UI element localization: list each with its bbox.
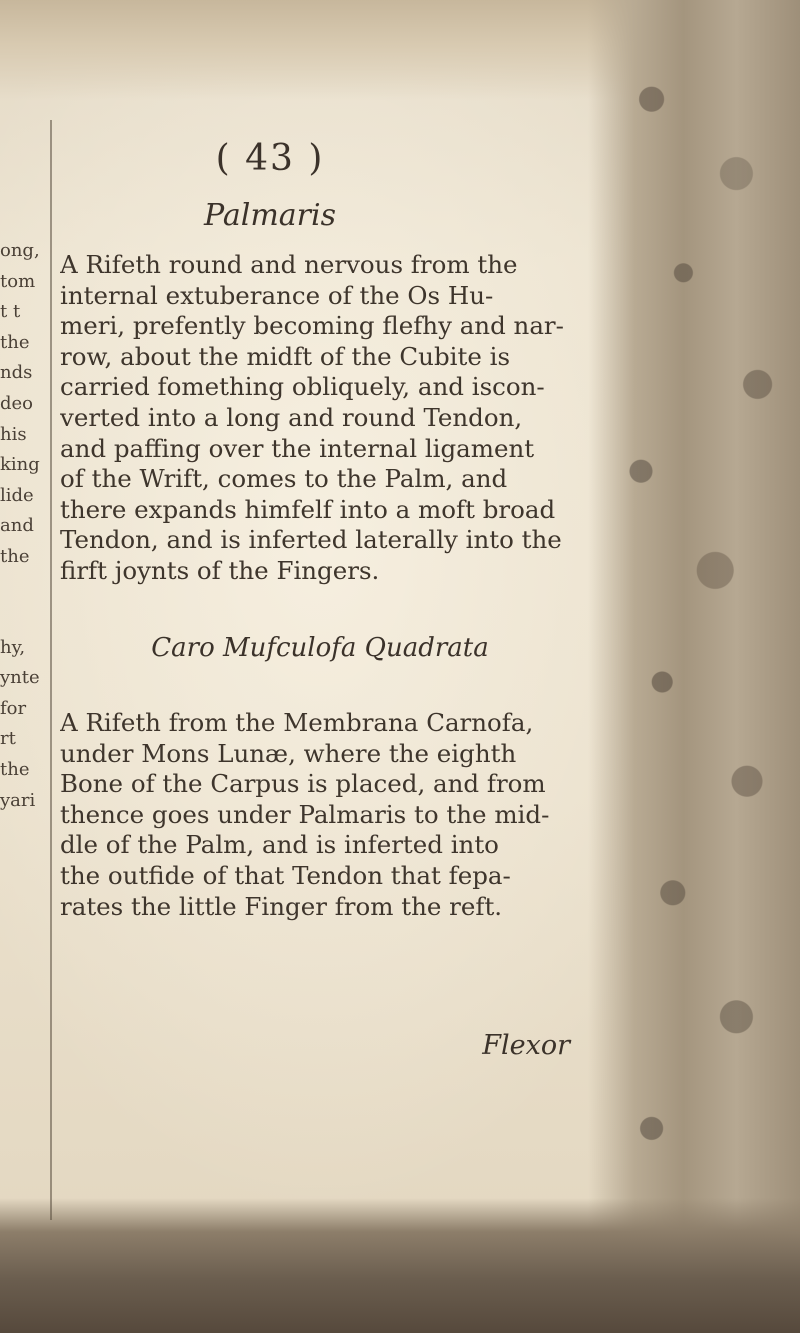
bleed-fragment: lide xyxy=(0,484,34,506)
bleed-fragment: and xyxy=(0,515,34,537)
marbled-fore-edge xyxy=(588,0,800,1240)
text-line: A Rifeth round and nervous from the xyxy=(60,250,518,279)
page-bottom-edge xyxy=(0,1198,800,1333)
bleed-fragment: the xyxy=(0,546,30,567)
text-line: dle of the Palm, and is inferted into xyxy=(60,830,499,860)
text-line: meri, prefently becoming flefhy and nar- xyxy=(60,311,564,341)
section-heading: Caro Mufculofa Quadrata xyxy=(151,633,489,663)
bleed-fragment: rt xyxy=(0,728,16,750)
text-line: of the Wrift, comes to the Palm, and xyxy=(60,464,508,494)
running-head: Palmaris xyxy=(204,198,336,233)
bleed-fragment: the xyxy=(0,331,30,353)
text-line: A Rifeth from the Membrana Carnofa, xyxy=(60,708,534,737)
bleed-fragment: yari xyxy=(0,789,36,811)
bleed-fragment: ynte xyxy=(0,667,40,689)
bleed-fragment: ong, xyxy=(0,240,40,261)
paragraph-palmaris xyxy=(60,250,590,587)
text-line: row, about the midft of the Cubite is xyxy=(60,341,511,371)
bleed-fragment: deo xyxy=(0,393,34,414)
bleed-fragment: king xyxy=(0,454,40,476)
text-line: Bone of the Carpus is placed, and from xyxy=(60,769,546,799)
text-line: internal extuberance of the Os Hu- xyxy=(60,280,494,310)
bleed-fragment: tom xyxy=(0,270,36,292)
text-line: under Mons Lunæ, where the eighth xyxy=(60,738,517,768)
catchword: Flexor xyxy=(482,1030,570,1061)
text-line: the outfide of that Tendon that fepa- xyxy=(60,860,511,890)
bleed-fragment: the xyxy=(0,759,30,780)
gutter-line xyxy=(50,120,52,1220)
text-line: rates the little Finger from the reft. xyxy=(60,891,503,921)
text-line: thence goes under Palmaris to the mid- xyxy=(60,799,550,829)
adjacent-page-bleed xyxy=(0,240,48,1240)
bleed-fragment: nds xyxy=(0,362,33,384)
paragraph-caro-musculosa xyxy=(60,708,590,922)
text-line: verted into a long and round Tendon, xyxy=(60,402,523,432)
text-line: firft joynts of the Fingers. xyxy=(60,555,380,585)
bleed-fragment: for xyxy=(0,697,27,719)
text-line: Tendon, and is inferted laterally into the xyxy=(60,525,562,555)
text-line: carried fomething obliquely, and iscon- xyxy=(60,372,545,402)
bleed-fragment: hy, xyxy=(0,636,26,658)
text-line: and paffing over the internal ligament xyxy=(60,433,535,463)
text-line: there expands himfelf into a moft broad xyxy=(60,494,556,524)
page-number: ( 43 ) xyxy=(215,138,325,179)
bleed-fragment: his xyxy=(0,423,27,445)
bleed-fragment: t t xyxy=(0,301,21,323)
